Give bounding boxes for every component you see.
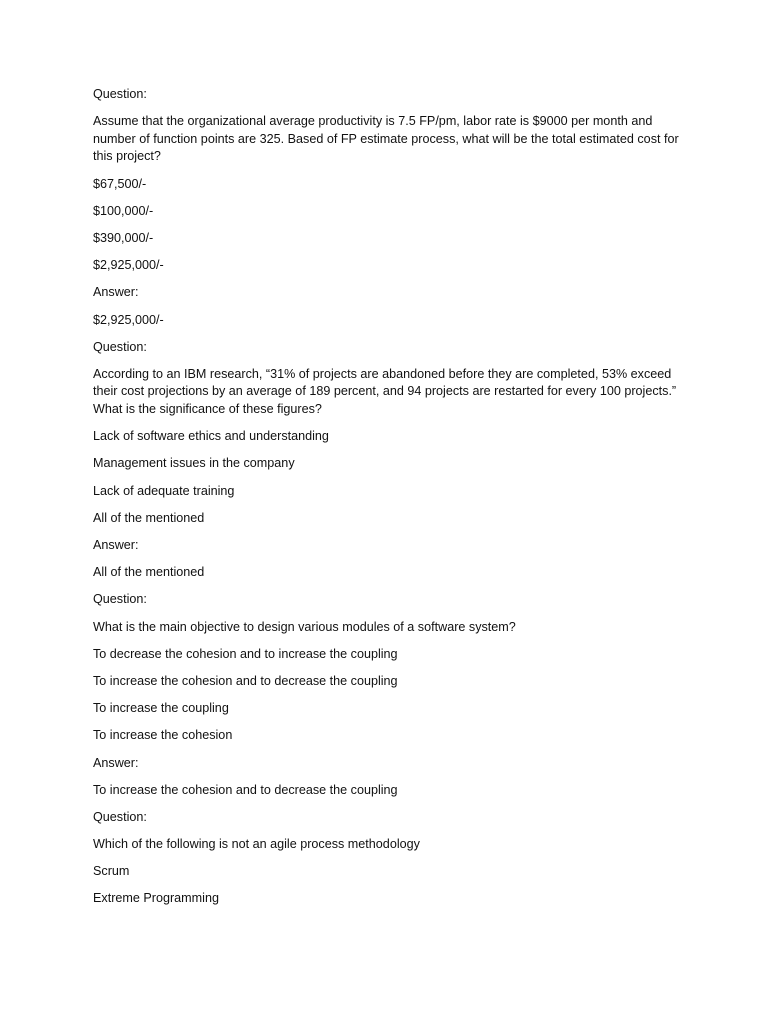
answer-text: To increase the cohesion and to decrease the coupling — [93, 782, 398, 797]
question-label: Question: — [93, 592, 147, 607]
question-text: Which of the following is not an agile process methodology — [93, 837, 420, 852]
question-text: Assume that the organizational average productivity is 7.5 FP/pm, labor rate is $9000 per month and number of function points are 325. Based of FP estimate process, what will be the total estimated cost for this project? — [93, 114, 683, 164]
option-text: Management issues in the company — [93, 456, 295, 471]
option-text: Scrum — [93, 864, 130, 879]
option-text: Lack of software ethics and understanding — [93, 429, 329, 444]
answer-text: All of the mentioned — [93, 565, 205, 580]
option-text: $100,000/- — [93, 203, 154, 218]
option-text: To increase the cohesion — [93, 728, 233, 743]
answer-label: Answer: — [93, 538, 139, 552]
option-text: Lack of adequate training — [93, 483, 235, 498]
option-text: All of the mentioned — [93, 510, 205, 525]
answer-label: Answer: — [93, 755, 139, 770]
option-text: $390,000/- — [93, 230, 154, 245]
question-label: Question: — [93, 87, 147, 101]
option-text: To increase the coupling — [93, 701, 229, 716]
answer-text: $2,925,000/- — [93, 312, 164, 327]
question-label: Question: — [93, 809, 147, 824]
answer-label: Answer: — [93, 285, 139, 300]
option-text: Extreme Programming — [93, 891, 219, 906]
question-text: According to an IBM research, “31% of projects are abandoned before they are completed, 53% exceed their cost projections by an average of 189 percent, and 94 projects are restarted for every 100 projects.” What is the significance of these figures? — [93, 366, 680, 417]
question-label: Question: — [93, 339, 147, 354]
document-page — [93, 86, 683, 908]
option-text: To increase the cohesion and to decrease the coupling — [93, 673, 398, 688]
option-text: $67,500/- — [93, 176, 147, 191]
question-text: What is the main objective to design various modules of a software system? — [93, 619, 516, 634]
option-text: $2,925,000/- — [93, 258, 164, 273]
option-text: To decrease the cohesion and to increase the coupling — [93, 646, 398, 661]
